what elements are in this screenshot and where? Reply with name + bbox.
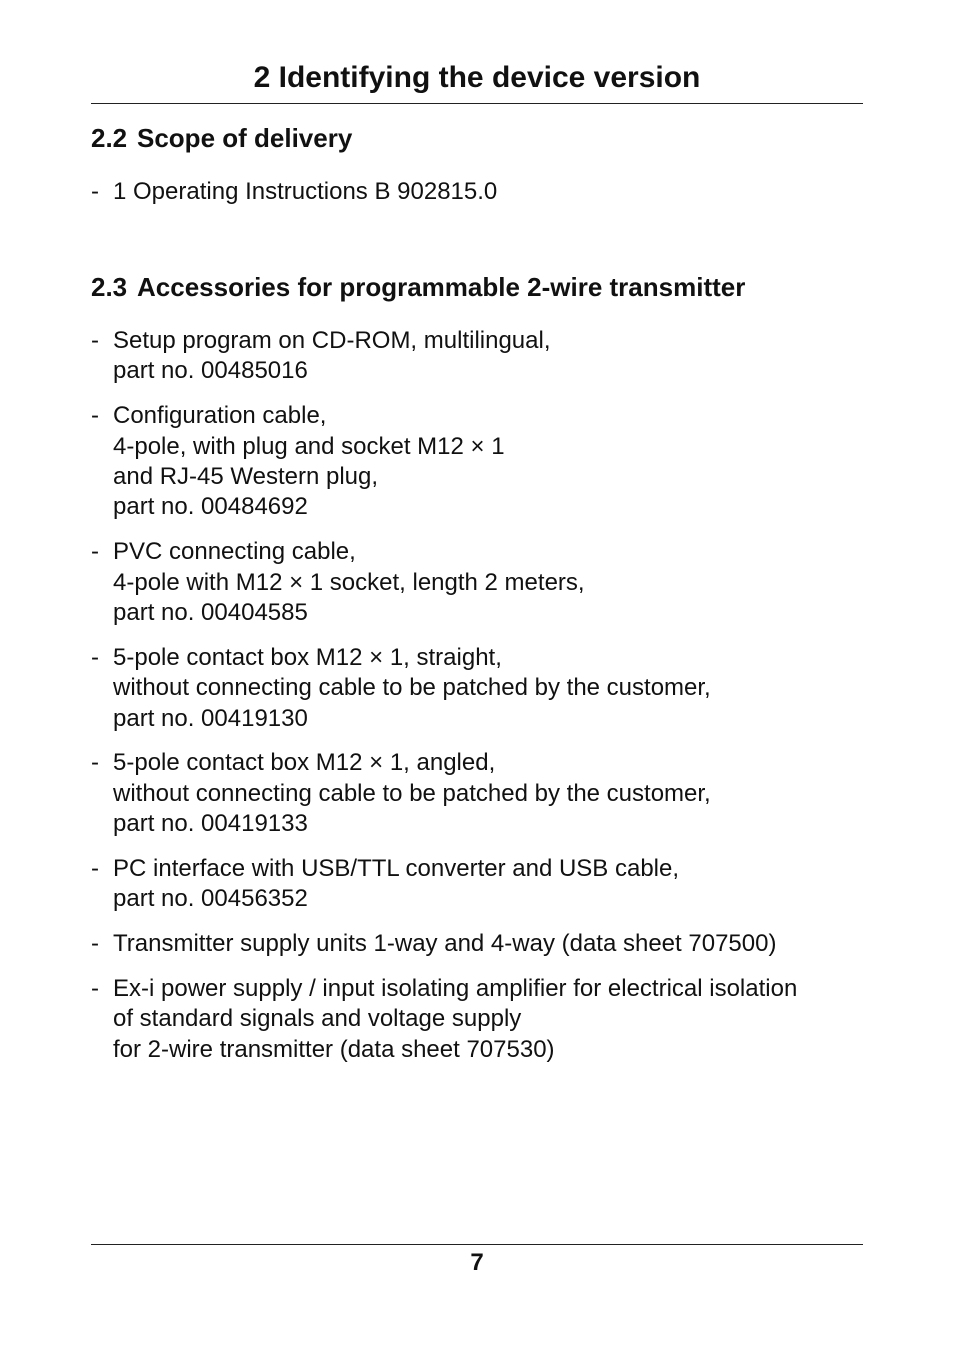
list-item-line: Ex-i power supply / input isolating amplifier for electrical isolation	[113, 975, 798, 1003]
list-item	[91, 537, 871, 628]
list-item	[91, 854, 871, 915]
list-item-line: 1 Operating Instructions B 902815.0	[113, 178, 498, 205]
list-dash: -	[91, 643, 99, 671]
list-item-line: and RJ-45 Western plug,	[113, 463, 379, 491]
list-item	[91, 401, 871, 523]
list-item-line: without connecting cable to be patched by the customer,	[113, 779, 711, 807]
list-item-line: part no. 00404585	[113, 599, 308, 627]
list-item-line: 4-pole, with plug and socket M12 × 1	[113, 432, 505, 460]
list-item	[91, 326, 871, 387]
list-item-line: 5-pole contact box M12 × 1, straight,	[113, 643, 502, 671]
section-number: 2.3	[91, 272, 128, 302]
list-dash: -	[91, 178, 99, 205]
list-item-line: 5-pole contact box M12 × 1, angled,	[113, 749, 496, 777]
list-item-line: without connecting cable to be patched by the customer,	[113, 674, 711, 702]
list-item-line: part no. 00456352	[113, 885, 308, 913]
list-dash: -	[91, 402, 99, 430]
section-heading-accessories	[91, 271, 745, 303]
list-item-line: PVC connecting cable,	[113, 538, 356, 566]
list-item	[91, 974, 871, 1065]
list-item-line: part no. 00485016	[113, 357, 308, 385]
list-item-line: Transmitter supply units 1-way and 4-way (data sheet 707500)	[113, 930, 777, 958]
section-number: 2.2	[91, 123, 128, 153]
list-item-line: for 2-wire transmitter (data sheet 707530)	[113, 1035, 555, 1063]
list-item	[91, 748, 871, 839]
accessories-list	[91, 326, 871, 1080]
chapter-title: 2 Identifying the device version	[253, 61, 701, 94]
list-item	[91, 177, 871, 207]
list-item	[91, 929, 871, 959]
list-item-line: PC interface with USB/TTL converter and USB cable,	[113, 855, 680, 883]
page-number: 7	[470, 1249, 484, 1276]
list-item-line: part no. 00419133	[113, 810, 308, 838]
list-item-line: 4-pole with M12 × 1 socket, length 2 meters,	[113, 568, 585, 596]
section-title: Accessories for programmable 2-wire transmitter	[137, 272, 746, 302]
list-item-line: Setup program on CD-ROM, multilingual,	[113, 327, 551, 354]
list-dash: -	[91, 327, 99, 354]
list-dash: -	[91, 855, 99, 883]
list-item-line: of standard signals and voltage supply	[113, 1005, 522, 1033]
list-item-line: Configuration cable,	[113, 402, 327, 430]
header-divider	[91, 103, 863, 104]
footer-divider	[91, 1244, 863, 1245]
list-item-line: part no. 00484692	[113, 493, 308, 521]
section-title: Scope of delivery	[137, 123, 353, 153]
list-dash: -	[91, 538, 99, 566]
list-item	[91, 643, 871, 734]
list-dash: -	[91, 975, 99, 1003]
list-dash: -	[91, 930, 99, 958]
list-item-line: part no. 00419130	[113, 704, 308, 732]
list-dash: -	[91, 749, 99, 777]
section-heading-scope-of-delivery	[91, 122, 352, 154]
scope-of-delivery-list	[91, 177, 871, 222]
